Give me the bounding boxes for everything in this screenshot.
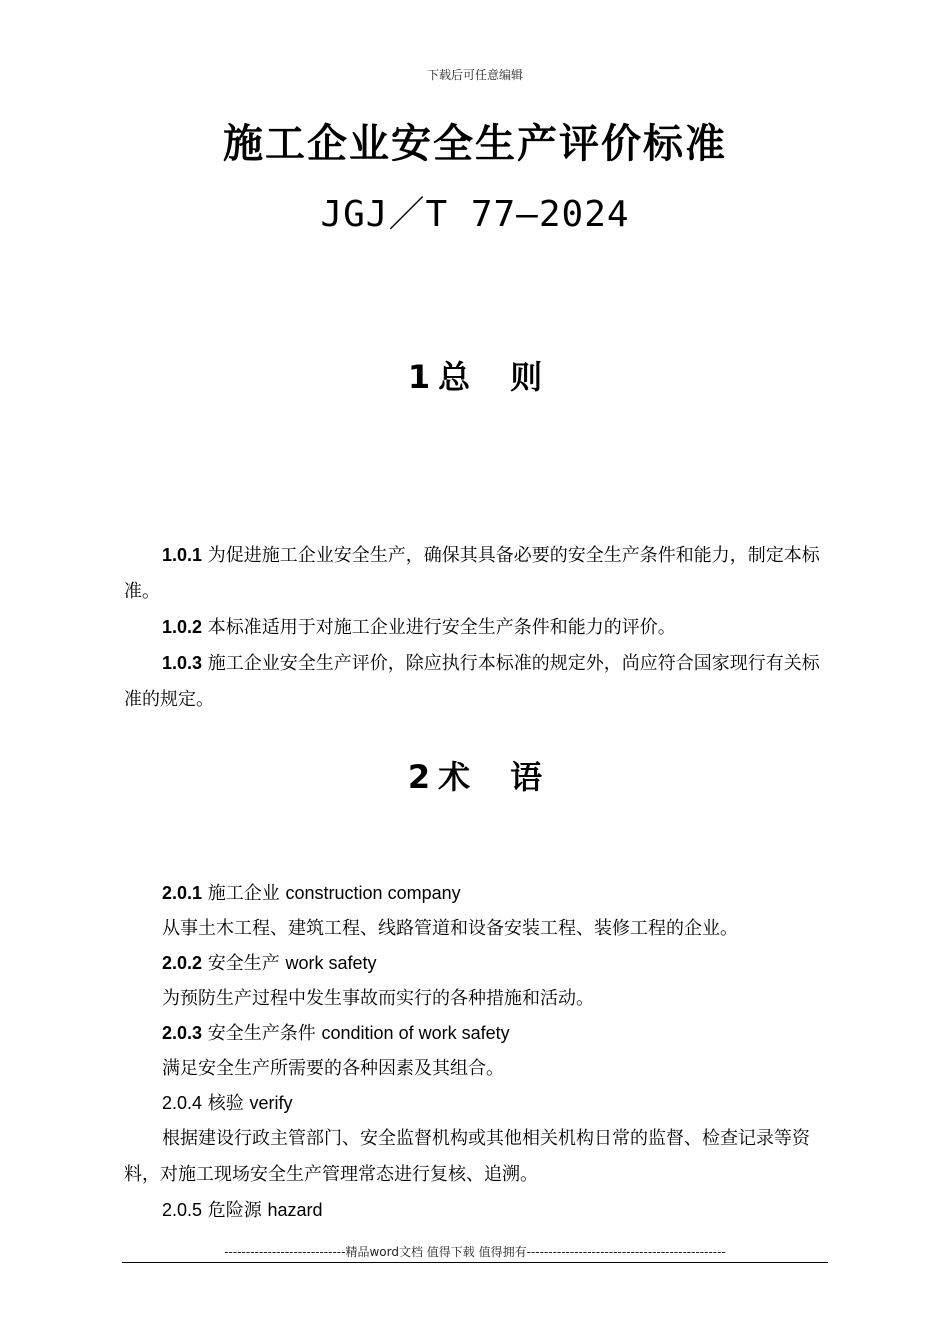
definition-text: 满足安全生产所需要的各种因素及其组合。 xyxy=(162,1058,504,1079)
clause-text: 施工企业安全生产评价，除应执行本标准的规定外，尚应符合国家现行有关标准的规定。 xyxy=(124,653,820,710)
chapter-title-part: 语 xyxy=(510,758,543,796)
chapter-title-part: 则 xyxy=(510,358,543,396)
clause-number: 1.0.1 xyxy=(162,545,203,565)
term-name: 核验 xyxy=(207,1093,244,1114)
clause-text: 本标准适用于对施工企业进行安全生产条件和能力的评价。 xyxy=(207,617,676,638)
term-definition xyxy=(124,1051,830,1087)
clause-number: 2.0.2 xyxy=(162,953,203,973)
term-english: verify xyxy=(249,1093,293,1113)
chapter-number: 1 xyxy=(407,358,431,396)
clause-number: 1.0.3 xyxy=(162,653,203,673)
definition-text: 根据建设行政主管部门、安全监督机构或其他相关机构日常的监督、检查记录等资料，对施工现场安全生产管理常态进行复核、追溯。 xyxy=(124,1128,810,1185)
chapter-1-heading xyxy=(0,352,950,398)
term-2-0-5 xyxy=(124,1192,830,1229)
clause-1-0-1 xyxy=(124,537,830,610)
document-title: 施工企业安全生产评价标准 xyxy=(223,121,727,167)
term-definition xyxy=(124,1121,830,1193)
clause-number: 2.0.3 xyxy=(162,1023,203,1043)
definition-text: 为预防生产过程中发生事故而实行的各种措施和活动。 xyxy=(162,988,594,1009)
footer-divider xyxy=(122,1262,828,1263)
clause-1-0-2 xyxy=(124,609,830,646)
chapter-title-part: 总 xyxy=(438,358,471,396)
clause-number: 2.0.5 xyxy=(162,1200,203,1220)
term-name: 危险源 xyxy=(207,1200,262,1221)
definition-text: 从事土木工程、建筑工程、线路管道和设备安装工程、装修工程的企业。 xyxy=(162,918,738,939)
term-english: condition of work safety xyxy=(321,1023,510,1043)
term-definition xyxy=(124,911,830,947)
clause-number: 2.0.4 xyxy=(162,1093,203,1113)
clause-text: 为促进施工企业安全生产，确保其具备必要的安全生产条件和能力，制定本标准。 xyxy=(124,545,820,602)
chapter-2-heading xyxy=(0,752,950,798)
term-2-0-3 xyxy=(124,1015,830,1052)
term-name: 施工企业 xyxy=(207,883,280,904)
clause-number: 2.0.1 xyxy=(162,883,203,903)
term-english: hazard xyxy=(267,1200,323,1220)
term-name: 安全生产 xyxy=(207,953,280,974)
clause-1-0-3 xyxy=(124,645,830,718)
term-english: work safety xyxy=(285,953,377,973)
clause-number: 1.0.2 xyxy=(162,617,203,637)
document-code: JGJ／T 77—2024 xyxy=(320,194,630,235)
chapter-title-part: 术 xyxy=(438,758,471,796)
term-definition xyxy=(124,981,830,1017)
footer-note: ----------------------------精品word文档 值得下载 值得拥有---------------------------------------------- xyxy=(224,1245,726,1259)
term-2-0-4 xyxy=(124,1085,830,1122)
term-2-0-1 xyxy=(124,875,830,912)
chapter-number: 2 xyxy=(407,758,431,796)
term-name: 安全生产条件 xyxy=(207,1023,316,1044)
term-english: construction company xyxy=(285,883,461,903)
term-2-0-2 xyxy=(124,945,830,982)
header-note: 下载后可任意编辑 xyxy=(426,68,523,82)
